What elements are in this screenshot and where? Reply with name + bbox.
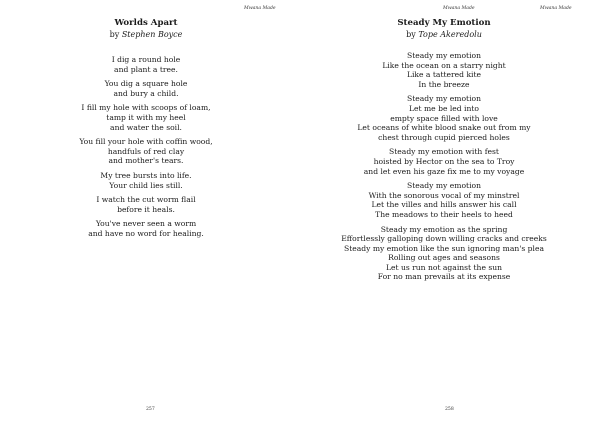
poem-line: Steady my emotion (407, 94, 481, 104)
poem-line: and have no word for healing. (88, 228, 204, 238)
poem-line: You dig a square hole (104, 79, 188, 89)
byline-prefix: by (406, 30, 416, 39)
stanza (0, 137, 296, 166)
poem-line: Let me be led into (408, 103, 480, 113)
poem-line: You've never seen a worm (95, 219, 197, 229)
poem-line: Like the ocean on a starry night (382, 60, 506, 70)
page-number: 257 (146, 407, 155, 412)
byline-prefix: by (109, 30, 120, 39)
poem-title: Worlds Apart (114, 18, 178, 28)
right-page (300, 0, 600, 424)
poem-line: tamp it with my heel (106, 112, 186, 122)
poem-line: Rolling out ages and seasons (388, 253, 500, 263)
stanza (294, 51, 594, 89)
stanza (0, 195, 296, 214)
poem-line: For no man prevails at its expense (377, 272, 511, 282)
poem-byline (294, 29, 594, 41)
stanza (294, 225, 594, 283)
stanza (0, 219, 296, 238)
poem-line: and mother's tears. (108, 156, 184, 166)
poem-line: Let the villes and hills answer his call (371, 200, 517, 210)
poem-line: and bury a child. (113, 88, 179, 98)
poem-line: chest through cupid pierced holes (378, 132, 510, 142)
poem-author: Tope Akeredolu (418, 30, 482, 39)
poem-line: before it heals. (117, 204, 175, 214)
running-header: Mwana Made (443, 6, 475, 11)
poem-line: With the sonorous vocal of my minstrel (368, 190, 520, 200)
running-header: Mwana Made (244, 6, 276, 11)
poem-byline (0, 29, 296, 41)
poem-line: The meadows to their heels to heed (375, 209, 513, 219)
poem-line: Steady my emotion (407, 181, 481, 191)
page-number: 258 (445, 407, 454, 412)
stanza (294, 94, 594, 142)
poem-line: Like a tattered kite (406, 70, 482, 80)
poem-line: handfuls of red clay (107, 146, 185, 156)
poem-line: You fill your hole with coffin wood, (79, 137, 213, 147)
poem-line: hoisted by Hector on the sea to Troy (373, 156, 515, 166)
poem-line: I fill my hole with scoops of loam, (81, 103, 211, 113)
poem-line: and plant a tree. (114, 64, 178, 74)
poem-line: and let even his gaze fix me to my voyage (363, 166, 525, 176)
poem-line: Steady my emotion (407, 51, 481, 60)
poem-line: My tree bursts into life. (100, 170, 192, 180)
poem-line: Your child lies still. (109, 180, 183, 190)
stanzas (0, 55, 296, 239)
stanzas (294, 51, 594, 282)
poem-line: I watch the cut worm flail (96, 195, 196, 205)
poem-line: I dig a round hole (111, 55, 181, 64)
poem-line: Effortlessly galloping down willing cracks and creeks (341, 234, 547, 244)
poem-author: Stephen Boyce (121, 30, 183, 39)
poem-line: In the breeze (418, 79, 470, 89)
stanza (0, 171, 296, 190)
poem (0, 18, 296, 244)
stanza (294, 147, 594, 176)
poem-line: empty space filled with love (390, 113, 498, 123)
poem-line: Steady my emotion as the spring (380, 224, 508, 234)
stanza (0, 103, 296, 132)
poem (294, 18, 594, 287)
poem-line: Steady my emotion like the sun ignoring man's plea (344, 243, 544, 253)
stanza (0, 79, 296, 98)
poem-line: Let oceans of white blood snake out from my (357, 123, 531, 133)
poem-title: Steady My Emotion (397, 18, 491, 28)
poem-line: Steady my emotion with fest (389, 147, 499, 157)
running-header-corner: Mwana Made (540, 6, 572, 11)
poem-line: Let us run not against the sun (385, 262, 503, 272)
stanza (294, 181, 594, 219)
poem-line: and water the soil. (110, 122, 182, 132)
stanza (0, 55, 296, 74)
